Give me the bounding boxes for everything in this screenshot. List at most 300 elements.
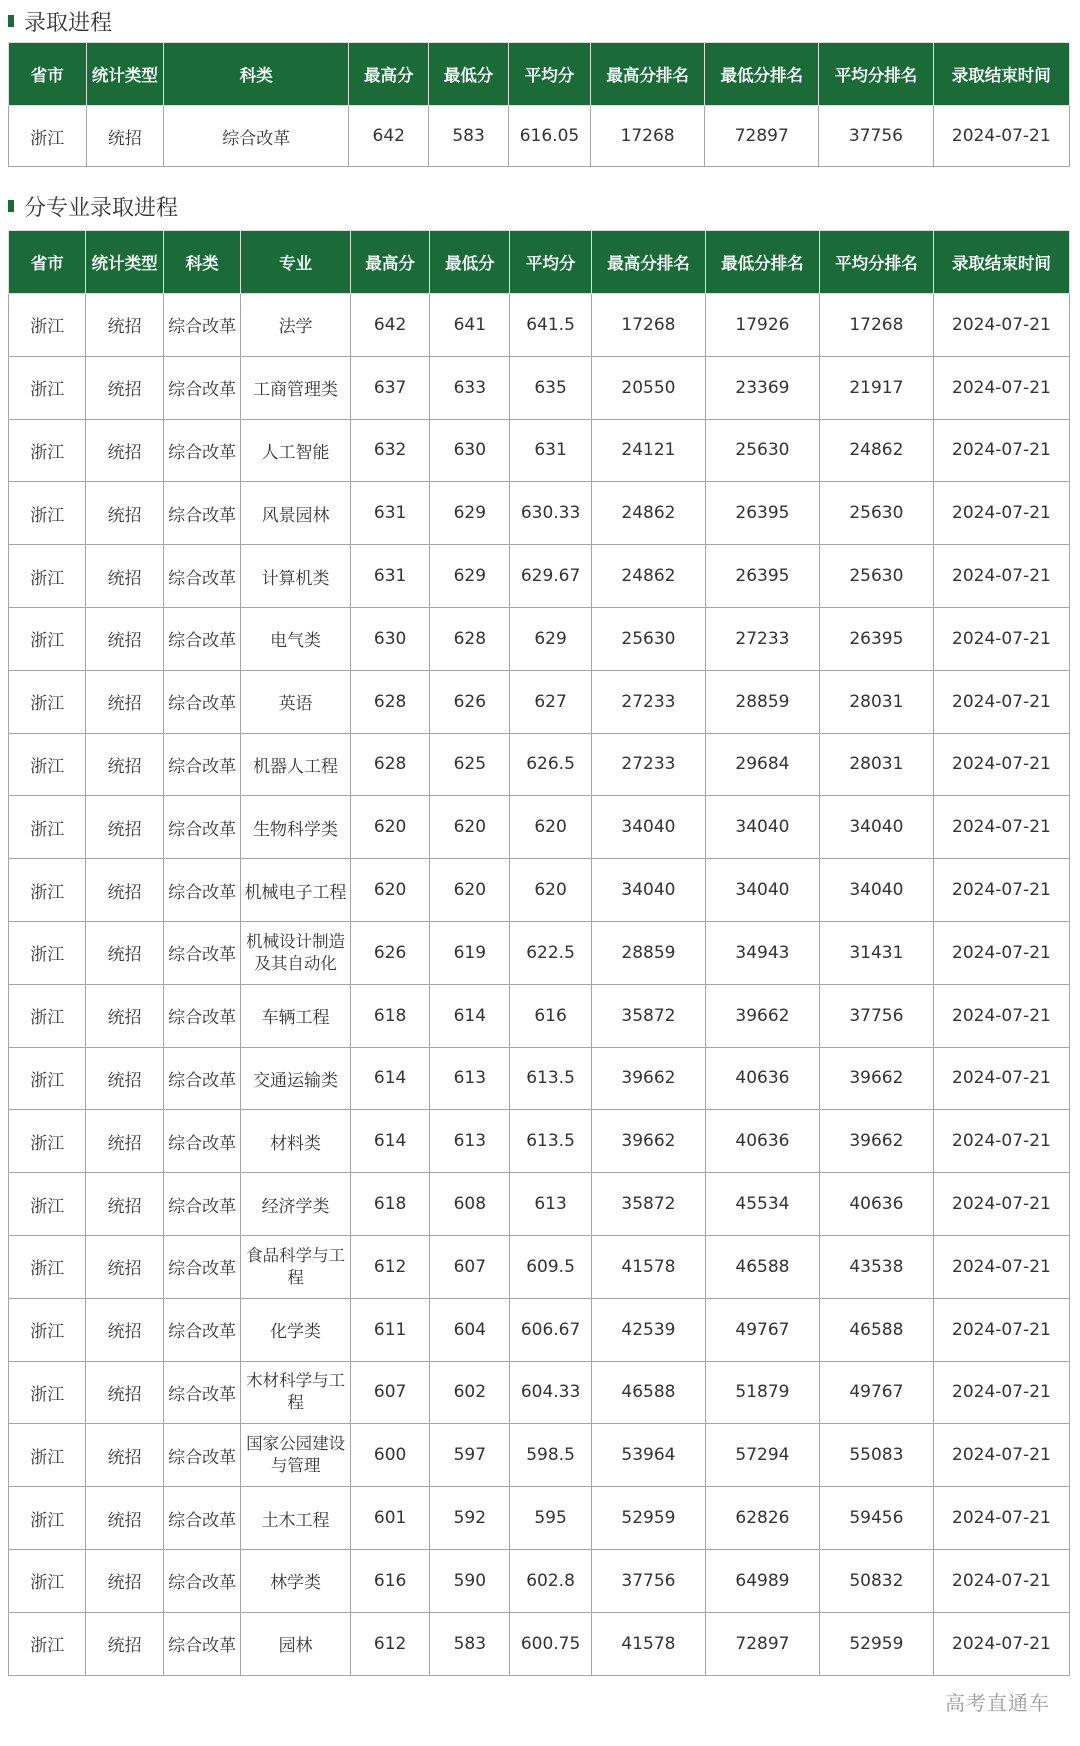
table-cell: 浙江: [9, 859, 86, 922]
header-province: 省市: [9, 43, 87, 106]
table-cell: 52959: [819, 1612, 933, 1675]
table-cell: 604.33: [510, 1361, 592, 1424]
table-row: [9, 1612, 1070, 1675]
table-cell: 浙江: [9, 984, 86, 1047]
table-cell: 统招: [86, 1298, 163, 1361]
table-cell: 浙江: [9, 1361, 86, 1424]
table-cell: 606.67: [510, 1298, 592, 1361]
table-cell: 50832: [819, 1549, 933, 1612]
table-row: [9, 482, 1070, 545]
table-cell: 609.5: [510, 1235, 592, 1298]
header-stat-type: 统计类型: [86, 43, 164, 106]
table-cell: 72897: [705, 1612, 819, 1675]
table-cell: 616: [510, 984, 592, 1047]
table-cell: 626: [350, 921, 430, 984]
table-cell: 612: [350, 1235, 430, 1298]
table-cell: 2024-07-21: [933, 356, 1069, 419]
table-cell: 土木工程: [241, 1487, 351, 1550]
table-cell: 626: [430, 670, 510, 733]
table-cell: 统招: [86, 1549, 163, 1612]
table-cell: 统招: [86, 419, 163, 482]
table-cell: 29684: [705, 733, 819, 796]
table-cell: 浙江: [9, 482, 86, 545]
table-cell: 597: [430, 1424, 510, 1487]
table-cell: 综合改革: [163, 1487, 240, 1550]
admission-summary-table: [8, 42, 1070, 167]
table-cell: 综合改革: [163, 1047, 240, 1110]
table-cell: 27233: [592, 670, 706, 733]
table-row: [9, 921, 1070, 984]
table-cell: 国家公园建设与管理: [241, 1424, 351, 1487]
table-cell: 620: [510, 796, 592, 859]
table-cell: 598.5: [510, 1424, 592, 1487]
table-cell: 2024-07-21: [933, 1424, 1069, 1487]
table-cell: 2024-07-21: [933, 1173, 1069, 1236]
table-cell: 2024-07-21: [933, 294, 1069, 357]
table-cell: 浙江: [9, 1612, 86, 1675]
table-cell: 17926: [705, 294, 819, 357]
table-cell: 592: [430, 1487, 510, 1550]
table-cell: 631: [510, 419, 592, 482]
table-cell: 统招: [86, 1110, 163, 1173]
table-cell: 综合改革: [163, 356, 240, 419]
table-cell: 17268: [590, 106, 704, 167]
table-cell: 机器人工程: [241, 733, 351, 796]
table-cell: 45534: [705, 1173, 819, 1236]
section-title-text: 分专业录取进程: [24, 195, 179, 221]
major-table-body: [9, 294, 1070, 1676]
table-cell: 统招: [86, 1487, 163, 1550]
header-avg-score: 平均分: [510, 231, 592, 294]
table-cell: 46588: [819, 1298, 933, 1361]
table-cell: 620: [350, 796, 430, 859]
table-cell: 浙江: [9, 419, 86, 482]
table-cell: 2024-07-21: [933, 419, 1069, 482]
table-cell: 英语: [241, 670, 351, 733]
table-cell: 601: [350, 1487, 430, 1550]
table-cell: 35872: [592, 1173, 706, 1236]
table-cell: 614: [350, 1110, 430, 1173]
table-row: [9, 670, 1070, 733]
watermark-text: 高考直通车: [945, 1691, 1050, 1715]
table-cell: 55083: [819, 1424, 933, 1487]
table-row: [9, 796, 1070, 859]
header-end-date: 录取结束时间: [933, 231, 1069, 294]
table-cell: 材料类: [241, 1110, 351, 1173]
table-cell: 39662: [705, 984, 819, 1047]
table-cell: 625: [430, 733, 510, 796]
table-cell: 37756: [819, 984, 933, 1047]
table-cell: 浙江: [9, 796, 86, 859]
table-cell: 28031: [819, 670, 933, 733]
table-cell: 53964: [592, 1424, 706, 1487]
table-cell: 34040: [592, 796, 706, 859]
table-cell: 食品科学与工程: [241, 1235, 351, 1298]
table-cell: 622.5: [510, 921, 592, 984]
table-cell: 林学类: [241, 1549, 351, 1612]
table-cell: 629: [430, 545, 510, 608]
table-cell: 2024-07-21: [933, 482, 1069, 545]
table-cell: 生物科学类: [241, 796, 351, 859]
table-cell: 2024-07-21: [933, 1298, 1069, 1361]
table-cell: 综合改革: [163, 1612, 240, 1675]
table-cell: 608: [430, 1173, 510, 1236]
table-cell: 59456: [819, 1487, 933, 1550]
table-cell: 综合改革: [163, 1173, 240, 1236]
table-row: [9, 1047, 1070, 1110]
table-cell: 20550: [592, 356, 706, 419]
table-cell: 602.8: [510, 1549, 592, 1612]
table-cell: 619: [430, 921, 510, 984]
table-cell: 机械设计制造及其自动化: [241, 921, 351, 984]
table-cell: 电气类: [241, 607, 351, 670]
table-cell: 计算机类: [241, 545, 351, 608]
table-cell: 62826: [705, 1487, 819, 1550]
table-cell: 2024-07-21: [933, 921, 1069, 984]
table-cell: 620: [430, 796, 510, 859]
table-cell: 综合改革: [163, 1549, 240, 1612]
table-cell: 浙江: [9, 1235, 86, 1298]
table-cell: 车辆工程: [241, 984, 351, 1047]
table-cell: 604: [430, 1298, 510, 1361]
table-cell: 浙江: [9, 607, 86, 670]
table-cell: 综合改革: [163, 294, 240, 357]
table-cell: 24862: [592, 545, 706, 608]
table-cell: 611: [350, 1298, 430, 1361]
table-cell: 综合改革: [163, 1298, 240, 1361]
table-cell: 法学: [241, 294, 351, 357]
table-cell: 化学类: [241, 1298, 351, 1361]
table-cell: 综合改革: [163, 670, 240, 733]
table-cell: 631: [350, 545, 430, 608]
table-cell: 613: [430, 1110, 510, 1173]
table-cell: 41578: [592, 1612, 706, 1675]
table-cell: 统招: [86, 796, 163, 859]
table-cell: 浙江: [9, 294, 86, 357]
table-header-row: [9, 231, 1070, 294]
header-category: 科类: [163, 231, 240, 294]
table-cell: 27233: [705, 607, 819, 670]
table-cell: 613.5: [510, 1047, 592, 1110]
table-cell: 综合改革: [163, 1235, 240, 1298]
table-cell: 浙江: [9, 1110, 86, 1173]
table-cell: 2024-07-21: [933, 1487, 1069, 1550]
table-cell: 2024-07-21: [933, 1361, 1069, 1424]
section-bullet-icon: [8, 200, 14, 212]
header-min-score: 最低分: [430, 231, 510, 294]
table-cell: 35872: [592, 984, 706, 1047]
table-cell: 641: [430, 294, 510, 357]
table-cell: 28031: [819, 733, 933, 796]
table-cell: 浙江: [9, 733, 86, 796]
table-cell: 2024-07-21: [933, 859, 1069, 922]
table-cell: 2024-07-21: [933, 1612, 1069, 1675]
table-row: [9, 1235, 1070, 1298]
table-cell: 46588: [705, 1235, 819, 1298]
summary-table-body: [9, 106, 1070, 167]
table-row: [9, 106, 1070, 167]
table-cell: 统招: [86, 984, 163, 1047]
header-min-rank: 最低分排名: [705, 231, 819, 294]
table-cell: 综合改革: [163, 1110, 240, 1173]
table-cell: 综合改革: [163, 1361, 240, 1424]
table-cell: 607: [430, 1235, 510, 1298]
table-cell: 25630: [819, 482, 933, 545]
header-stat-type: 统计类型: [86, 231, 163, 294]
table-cell: 统招: [86, 859, 163, 922]
table-cell: 620: [430, 859, 510, 922]
table-cell: 613: [430, 1047, 510, 1110]
table-row: [9, 1549, 1070, 1612]
table-cell: 浙江: [9, 1047, 86, 1110]
table-cell: 综合改革: [164, 106, 349, 167]
table-cell: 40636: [705, 1110, 819, 1173]
table-cell: 34040: [819, 796, 933, 859]
table-cell: 614: [430, 984, 510, 1047]
table-cell: 72897: [705, 106, 819, 167]
header-end-date: 录取结束时间: [933, 43, 1069, 106]
table-cell: 统招: [86, 921, 163, 984]
table-cell: 综合改革: [163, 921, 240, 984]
table-row: [9, 984, 1070, 1047]
table-cell: 统招: [86, 1612, 163, 1675]
table-cell: 583: [430, 1612, 510, 1675]
table-cell: 统招: [86, 106, 164, 167]
table-cell: 2024-07-21: [933, 1235, 1069, 1298]
header-avg-rank: 平均分排名: [819, 43, 933, 106]
table-cell: 浙江: [9, 1173, 86, 1236]
table-row: [9, 294, 1070, 357]
table-cell: 40636: [705, 1047, 819, 1110]
table-cell: 34040: [592, 859, 706, 922]
table-cell: 统招: [86, 545, 163, 608]
header-major: 专业: [241, 231, 351, 294]
table-cell: 25630: [592, 607, 706, 670]
table-cell: 统招: [86, 733, 163, 796]
table-cell: 浙江: [9, 1549, 86, 1612]
table-cell: 综合改革: [163, 545, 240, 608]
table-cell: 57294: [705, 1424, 819, 1487]
table-cell: 2024-07-21: [933, 106, 1069, 167]
table-cell: 27233: [592, 733, 706, 796]
table-cell: 浙江: [9, 1298, 86, 1361]
table-cell: 交通运输类: [241, 1047, 351, 1110]
table-row: [9, 545, 1070, 608]
header-max-score: 最高分: [350, 231, 430, 294]
table-cell: 613.5: [510, 1110, 592, 1173]
table-cell: 31431: [819, 921, 933, 984]
table-cell: 综合改革: [163, 733, 240, 796]
table-cell: 2024-07-21: [933, 545, 1069, 608]
table-cell: 629: [430, 482, 510, 545]
major-admission-table: [8, 230, 1070, 1676]
table-cell: 642: [349, 106, 429, 167]
table-cell: 618: [350, 1173, 430, 1236]
table-cell: 49767: [705, 1298, 819, 1361]
table-cell: 42539: [592, 1298, 706, 1361]
table-cell: 602: [430, 1361, 510, 1424]
table-cell: 机械电子工程: [241, 859, 351, 922]
section-title-text: 录取进程: [24, 10, 113, 36]
table-cell: 34040: [705, 859, 819, 922]
table-cell: 统招: [86, 356, 163, 419]
header-province: 省市: [9, 231, 86, 294]
table-row: [9, 1424, 1070, 1487]
table-cell: 26395: [705, 545, 819, 608]
table-cell: 39662: [592, 1110, 706, 1173]
table-row: [9, 1173, 1070, 1236]
header-max-rank: 最高分排名: [590, 43, 704, 106]
table-cell: 632: [350, 419, 430, 482]
table-cell: 浙江: [9, 921, 86, 984]
table-cell: 600.75: [510, 1612, 592, 1675]
table-cell: 612: [350, 1612, 430, 1675]
table-cell: 统招: [86, 1424, 163, 1487]
table-cell: 630: [350, 607, 430, 670]
table-cell: 641.5: [510, 294, 592, 357]
table-cell: 浙江: [9, 670, 86, 733]
table-cell: 628: [350, 670, 430, 733]
table-cell: 浙江: [9, 1487, 86, 1550]
table-cell: 2024-07-21: [933, 1047, 1069, 1110]
table-cell: 人工智能: [241, 419, 351, 482]
table-cell: 统招: [86, 1235, 163, 1298]
table-cell: 618: [350, 984, 430, 1047]
table-cell: 统招: [86, 607, 163, 670]
table-cell: 2024-07-21: [933, 984, 1069, 1047]
table-cell: 631: [350, 482, 430, 545]
table-cell: 2024-07-21: [933, 733, 1069, 796]
table-cell: 综合改革: [163, 482, 240, 545]
table-row: [9, 607, 1070, 670]
header-min-score: 最低分: [429, 43, 509, 106]
table-cell: 28859: [705, 670, 819, 733]
table-cell: 607: [350, 1361, 430, 1424]
table-cell: 34040: [819, 859, 933, 922]
table-cell: 风景园林: [241, 482, 351, 545]
table-cell: 626.5: [510, 733, 592, 796]
table-cell: 635: [510, 356, 592, 419]
table-cell: 统招: [86, 1047, 163, 1110]
table-cell: 37756: [592, 1549, 706, 1612]
table-cell: 630.33: [510, 482, 592, 545]
table-cell: 46588: [592, 1361, 706, 1424]
table-cell: 25630: [819, 545, 933, 608]
table-cell: 614: [350, 1047, 430, 1110]
table-cell: 统招: [86, 670, 163, 733]
table-row: [9, 859, 1070, 922]
table-cell: 2024-07-21: [933, 1110, 1069, 1173]
table-cell: 620: [510, 859, 592, 922]
table-cell: 浙江: [9, 106, 87, 167]
table-cell: 综合改革: [163, 1424, 240, 1487]
table-cell: 627: [510, 670, 592, 733]
table-cell: 34040: [705, 796, 819, 859]
table-cell: 2024-07-21: [933, 796, 1069, 859]
section-title-admission-progress: [0, 0, 1080, 42]
table-cell: 39662: [819, 1110, 933, 1173]
table-cell: 17268: [592, 294, 706, 357]
table-cell: 综合改革: [163, 984, 240, 1047]
header-min-rank: 最低分排名: [705, 43, 819, 106]
header-avg-rank: 平均分排名: [819, 231, 933, 294]
header-max-score: 最高分: [349, 43, 429, 106]
section-title-major-progress: [0, 182, 1080, 230]
table-cell: 2024-07-21: [933, 607, 1069, 670]
table-cell: 统招: [86, 1361, 163, 1424]
table-cell: 39662: [819, 1047, 933, 1110]
table-cell: 583: [429, 106, 509, 167]
table-cell: 590: [430, 1549, 510, 1612]
table-cell: 600: [350, 1424, 430, 1487]
table-cell: 24862: [592, 482, 706, 545]
table-cell: 616: [350, 1549, 430, 1612]
table-cell: 17268: [819, 294, 933, 357]
table-cell: 浙江: [9, 356, 86, 419]
table-cell: 26395: [705, 482, 819, 545]
table-cell: 628: [350, 733, 430, 796]
table-cell: 统招: [86, 482, 163, 545]
table-cell: 52959: [592, 1487, 706, 1550]
table-cell: 628: [430, 607, 510, 670]
table-cell: 629.67: [510, 545, 592, 608]
table-row: [9, 419, 1070, 482]
header-max-rank: 最高分排名: [592, 231, 706, 294]
table-cell: 37756: [819, 106, 933, 167]
table-cell: 629: [510, 607, 592, 670]
table-row: [9, 1487, 1070, 1550]
table-cell: 41578: [592, 1235, 706, 1298]
table-cell: 园林: [241, 1612, 351, 1675]
table-cell: 34943: [705, 921, 819, 984]
table-row: [9, 1298, 1070, 1361]
table-cell: 613: [510, 1173, 592, 1236]
table-row: [9, 1361, 1070, 1424]
table-cell: 木材科学与工程: [241, 1361, 351, 1424]
table-cell: 43538: [819, 1235, 933, 1298]
header-category: 科类: [164, 43, 349, 106]
table-cell: 24862: [819, 419, 933, 482]
table-cell: 24121: [592, 419, 706, 482]
header-avg-score: 平均分: [508, 43, 590, 106]
table-row: [9, 1110, 1070, 1173]
table-cell: 616.05: [508, 106, 590, 167]
section-bullet-icon: [8, 15, 14, 27]
table-cell: 综合改革: [163, 859, 240, 922]
table-cell: 51879: [705, 1361, 819, 1424]
table-cell: 40636: [819, 1173, 933, 1236]
table-cell: 综合改革: [163, 607, 240, 670]
table-cell: 综合改革: [163, 796, 240, 859]
table-cell: 49767: [819, 1361, 933, 1424]
table-cell: 统招: [86, 1173, 163, 1236]
table-cell: 64989: [705, 1549, 819, 1612]
table-cell: 21917: [819, 356, 933, 419]
table-cell: 39662: [592, 1047, 706, 1110]
table-cell: 工商管理类: [241, 356, 351, 419]
table-cell: 633: [430, 356, 510, 419]
table-cell: 综合改革: [163, 419, 240, 482]
table-row: [9, 733, 1070, 796]
table-cell: 28859: [592, 921, 706, 984]
table-cell: 25630: [705, 419, 819, 482]
table-cell: 2024-07-21: [933, 1549, 1069, 1612]
table-row: [9, 356, 1070, 419]
table-cell: 经济学类: [241, 1173, 351, 1236]
table-cell: 统招: [86, 294, 163, 357]
table-cell: 26395: [819, 607, 933, 670]
table-header-row: [9, 43, 1070, 106]
